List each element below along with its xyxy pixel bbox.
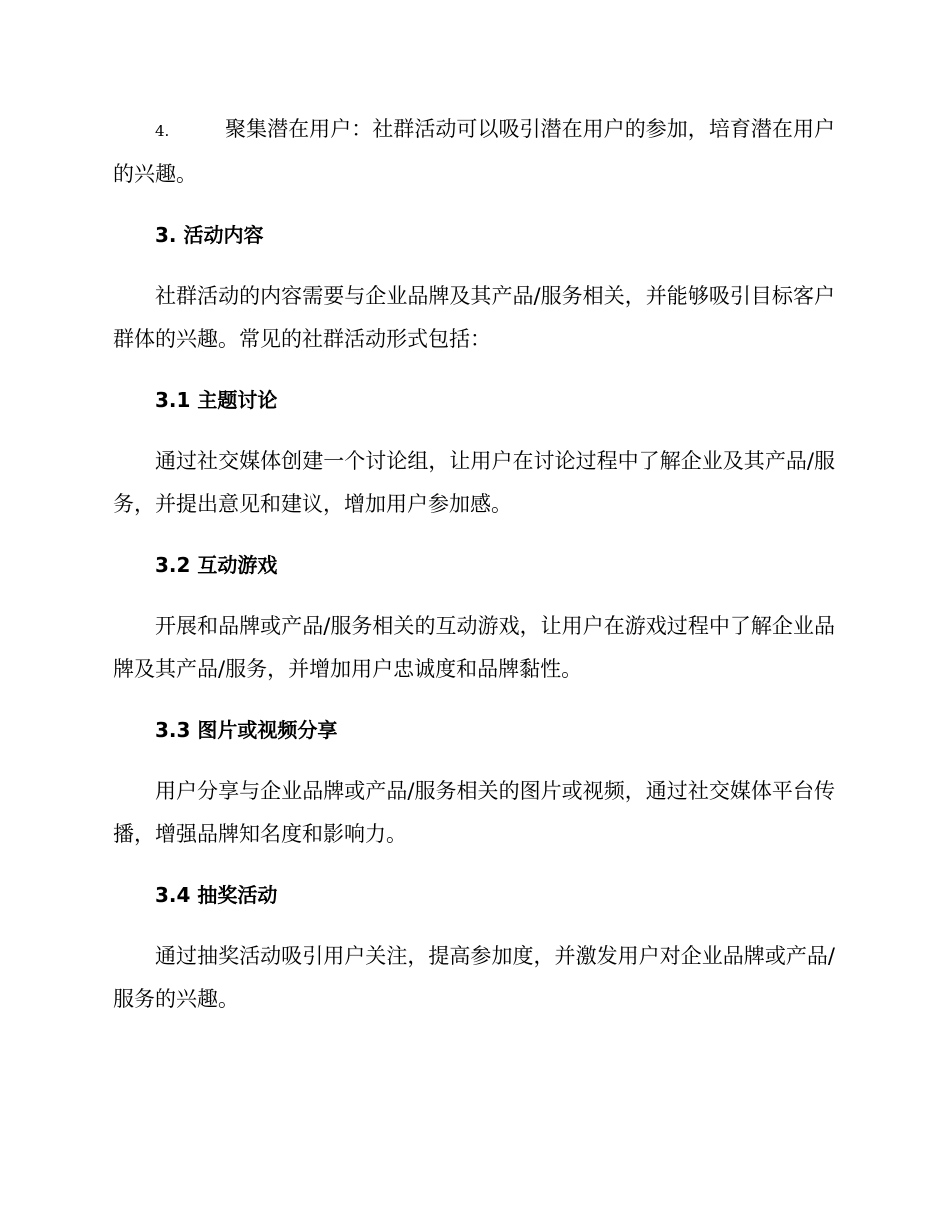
subsection-body-3-2: 开展和品牌或产品/服务相关的互动游戏，让用户在游戏过程中了解企业品牌及其产品/服务，并增加用户忠诚度和品牌黏性。 (113, 614, 835, 681)
subsection-body-3-1: 通过社交媒体创建一个讨论组，让用户在讨论过程中了解企业及其产品/服务，并提出意见和建议，增加用户参加感。 (113, 449, 835, 516)
subsection-heading-3-1: 3.1 主题讨论 (155, 388, 278, 412)
subsection-body-3-3: 用户分享与企业品牌或产品/服务相关的图片或视频，通过社交媒体平台传播，增强品牌知名度和影响力。 (113, 779, 835, 846)
list-item-number: 4. (155, 122, 170, 140)
subsection-heading-3-4: 3.4 抽奖活动 (155, 883, 278, 907)
subsection-body-3-4: 通过抽奖活动吸引用户关注，提高参加度，并激发用户对企业品牌或产品/服务的兴趣。 (113, 944, 835, 1011)
list-item-text: 聚集潜在用户：社群活动可以吸引潜在用户的参加，培育潜在用户的兴趣。 (113, 117, 835, 186)
document-body (113, 108, 835, 1021)
list-item-4 (113, 108, 835, 196)
section-3-intro: 社群活动的内容需要与企业品牌及其产品/服务相关，并能够吸引目标客户群体的兴趣。常见的社群活动形式包括： (113, 284, 835, 351)
section-heading-3: 3. 活动内容 (155, 223, 264, 247)
subsection-heading-3-3: 3.3 图片或视频分享 (155, 718, 338, 742)
subsection-heading-3-2: 3.2 互动游戏 (155, 553, 278, 577)
